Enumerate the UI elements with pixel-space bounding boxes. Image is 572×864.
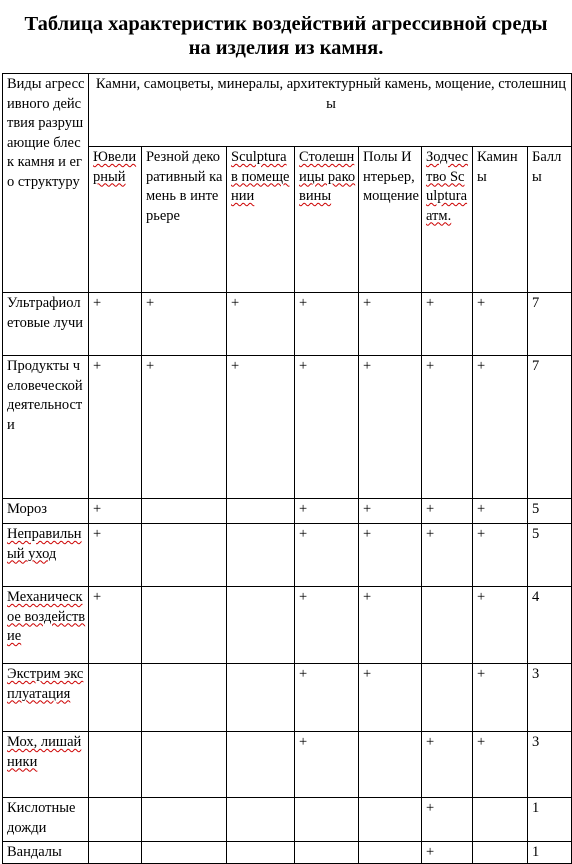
table-cell: + [422, 356, 473, 499]
table-cell: + [227, 293, 295, 356]
table-cell: + [422, 842, 473, 864]
table-cell [422, 664, 473, 732]
table-cell [359, 798, 422, 842]
table-cell: + [359, 524, 422, 587]
table-cell: + [295, 732, 359, 798]
table-cell: + [359, 293, 422, 356]
column-header: Полы Интерьер, мощение [359, 147, 422, 293]
corner-header-cell: Виды агрессивного действия разрушающие блеск камня и его структуру [3, 74, 89, 293]
row-label: Кислотные дожди [3, 798, 89, 842]
table-cell [422, 587, 473, 664]
table-cell [227, 524, 295, 587]
table-cell [142, 798, 227, 842]
table-cell [89, 732, 142, 798]
table-cell [142, 524, 227, 587]
table-cell: + [473, 499, 528, 524]
score-cell: 7 [528, 293, 572, 356]
row-label: Неправильный уход [3, 524, 89, 587]
table-cell: + [473, 587, 528, 664]
table-cell [142, 499, 227, 524]
column-header: Столешницы раковины [295, 147, 359, 293]
row-label: Мох, лишайники [3, 732, 89, 798]
table-cell: + [473, 356, 528, 499]
score-cell: 3 [528, 664, 572, 732]
table-cell: + [359, 499, 422, 524]
table-row [3, 798, 572, 842]
table-cell: + [422, 293, 473, 356]
table-cell [227, 732, 295, 798]
table-cell: + [422, 499, 473, 524]
table-row [3, 293, 572, 356]
table-cell [227, 587, 295, 664]
table-row [3, 587, 572, 664]
column-header: Камины [473, 147, 528, 293]
table-cell: + [89, 587, 142, 664]
title-line-2: на изделия из камня. [188, 37, 384, 59]
table-cell: + [422, 798, 473, 842]
table-cell: + [89, 293, 142, 356]
table-cell: + [142, 356, 227, 499]
column-header: Ювелирный [89, 147, 142, 293]
row-label: Ультрафиолетовые лучи [3, 293, 89, 356]
table-row [3, 499, 572, 524]
table-row [3, 664, 572, 732]
score-cell: 1 [528, 798, 572, 842]
table-cell: + [473, 524, 528, 587]
group-header-cell: Камни, самоцветы, минералы, архитектурный камень, мощение, столешницы [89, 74, 572, 147]
score-cell: 4 [528, 587, 572, 664]
score-cell: 5 [528, 499, 572, 524]
row-label: Мороз [3, 499, 89, 524]
table-cell: + [422, 732, 473, 798]
table-cell: + [142, 293, 227, 356]
row-label: Экстрим эксплуатация [3, 664, 89, 732]
table-cell [227, 499, 295, 524]
table-cell: + [295, 587, 359, 664]
table-cell: + [295, 499, 359, 524]
table-cell [89, 798, 142, 842]
table-cell: + [295, 524, 359, 587]
characteristics-table [2, 73, 572, 864]
row-label: Механическое воздействие [3, 587, 89, 664]
table-cell [142, 664, 227, 732]
table-cell: + [89, 524, 142, 587]
table-cell [295, 798, 359, 842]
table-cell: + [89, 499, 142, 524]
table-cell [359, 732, 422, 798]
document-title [0, 12, 572, 60]
table-cell: + [359, 664, 422, 732]
table-cell: + [89, 356, 142, 499]
score-cell: 7 [528, 356, 572, 499]
column-header: Резной декоративный камень в интерьере [142, 147, 227, 293]
table-cell [227, 798, 295, 842]
table-cell: + [422, 524, 473, 587]
column-header: Зодчество Sculptura атм. [422, 147, 473, 293]
table-row [3, 732, 572, 798]
table-cell: + [295, 293, 359, 356]
table-cell [227, 664, 295, 732]
row-label: Продукты человеческой деятельности [3, 356, 89, 499]
table-cell: + [359, 587, 422, 664]
row-label: Вандалы [3, 842, 89, 864]
table-cell [142, 732, 227, 798]
table-cell [89, 664, 142, 732]
table-row [3, 524, 572, 587]
column-header: Sculptura в помещении [227, 147, 295, 293]
score-cell: 5 [528, 524, 572, 587]
table-cell: + [473, 664, 528, 732]
score-cell: 1 [528, 842, 572, 864]
table-cell: + [473, 732, 528, 798]
table-cell: + [473, 293, 528, 356]
title-line-1: Таблица характеристик воздействий агрессивной среды [24, 13, 548, 35]
table-cell: + [295, 356, 359, 499]
table-cell [473, 798, 528, 842]
table-row [3, 356, 572, 499]
table-cell: + [295, 664, 359, 732]
column-header: Баллы [528, 147, 572, 293]
table-cell: + [359, 356, 422, 499]
table-cell: + [227, 356, 295, 499]
table-cell [142, 587, 227, 664]
score-cell: 3 [528, 732, 572, 798]
